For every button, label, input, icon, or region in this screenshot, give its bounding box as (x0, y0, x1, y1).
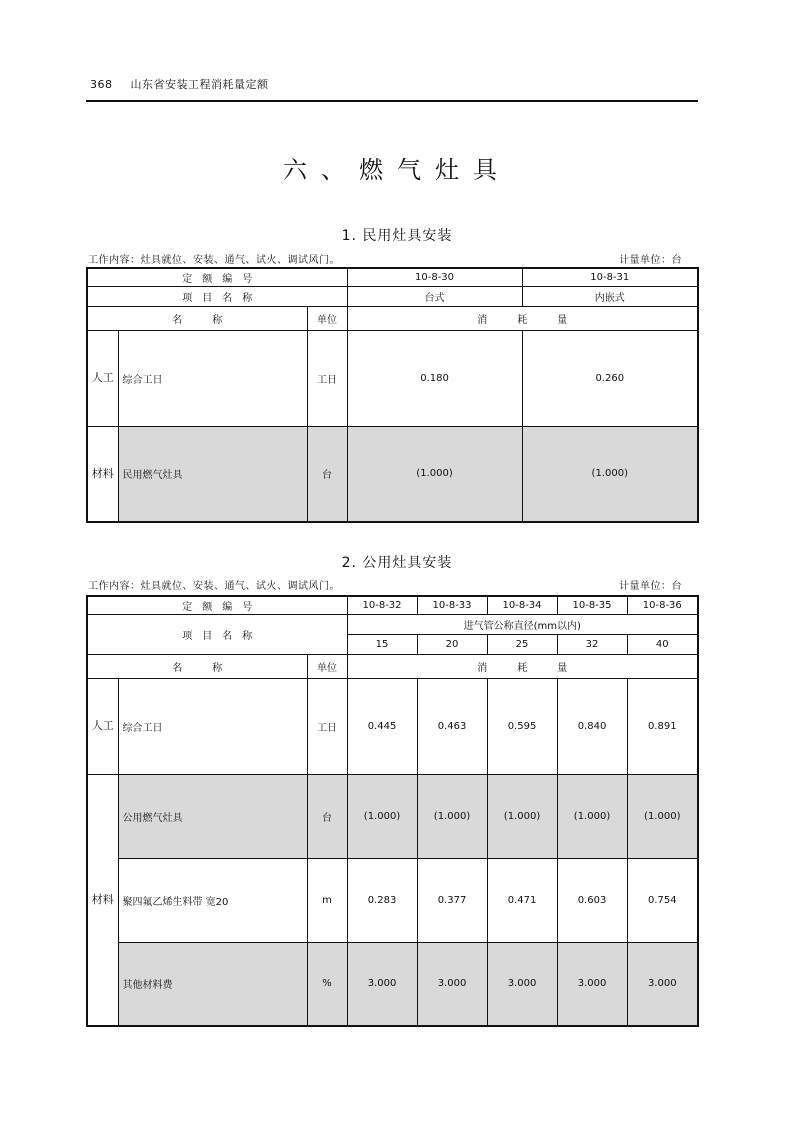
page-number: 368 (90, 78, 113, 91)
value-cell: 3.000 (557, 942, 627, 1026)
code-cell: 10-8-36 (627, 596, 698, 614)
value-cell: 0.471 (487, 858, 557, 942)
unit-label: 单位 (307, 654, 347, 678)
diameter-cell: 15 (347, 634, 417, 654)
value-cell: (1.000) (347, 774, 417, 858)
item-name: 公用燃气灶具 (118, 774, 307, 858)
item-name: 综合工日 (118, 678, 307, 774)
value-cell: 0.445 (347, 678, 417, 774)
value-cell: (1.000) (627, 774, 698, 858)
value-cell: 0.754 (627, 858, 698, 942)
value-cell: 3.000 (487, 942, 557, 1026)
value-cell: (1.000) (347, 426, 522, 522)
value-cell: 0.283 (347, 858, 417, 942)
code-cell: 10-8-33 (417, 596, 487, 614)
item-name: 综合工日 (118, 330, 307, 426)
quota-no-label: 定 额 编 号 (87, 268, 347, 286)
type-cell: 台式 (347, 286, 522, 306)
consumption-label: 消 耗 量 (347, 654, 698, 678)
item-name-label: 项 目 名 称 (87, 614, 347, 654)
item-name: 聚四氟乙烯生料带 宽20 (118, 858, 307, 942)
value-cell: 3.000 (347, 942, 417, 1026)
item-unit: m (307, 858, 347, 942)
value-cell: 0.891 (627, 678, 698, 774)
section2-unit: 计量单位：台 (619, 581, 682, 592)
item-unit: 工日 (307, 330, 347, 426)
unit-label: 单位 (307, 306, 347, 330)
code-cell: 10-8-35 (557, 596, 627, 614)
item-unit: % (307, 942, 347, 1026)
value-cell: 0.595 (487, 678, 557, 774)
running-header (90, 76, 283, 92)
value-cell: (1.000) (417, 774, 487, 858)
item-unit: 工日 (307, 678, 347, 774)
category-cell: 人工 (87, 330, 118, 426)
section2-title: 2. 公用灶具安装 (341, 555, 453, 571)
section2-table (86, 595, 699, 1027)
quota-no-label: 定 额 编 号 (87, 596, 347, 614)
value-cell: (1.000) (487, 774, 557, 858)
name-label: 名 称 (87, 306, 307, 330)
value-cell: 3.000 (627, 942, 698, 1026)
category-cell: 人工 (87, 678, 118, 774)
section1-table (86, 267, 699, 523)
item-name: 民用燃气灶具 (118, 426, 307, 522)
item-unit: 台 (307, 426, 347, 522)
diameter-cell: 25 (487, 634, 557, 654)
section2-work-content: 工作内容：灶具就位、安装、通气、试火、调试风门。 (88, 581, 340, 592)
value-cell: 0.603 (557, 858, 627, 942)
type-cell: 内嵌式 (522, 286, 698, 306)
item-name: 其他材料费 (118, 942, 307, 1026)
value-cell: 0.463 (417, 678, 487, 774)
category-cell: 材料 (87, 774, 118, 1026)
diameter-cell: 40 (627, 634, 698, 654)
diameter-cell: 32 (557, 634, 627, 654)
value-cell: 3.000 (417, 942, 487, 1026)
code-cell: 10-8-30 (347, 268, 522, 286)
value-cell: 0.180 (347, 330, 522, 426)
diameter-label: 进气管公称直径(mm以内) (347, 614, 698, 634)
section1-title: 1. 民用灶具安装 (341, 228, 453, 244)
value-cell: (1.000) (522, 426, 698, 522)
section1-unit: 计量单位：台 (619, 255, 682, 266)
code-cell: 10-8-34 (487, 596, 557, 614)
value-cell: 0.260 (522, 330, 698, 426)
value-cell: 0.840 (557, 678, 627, 774)
chapter-title: 六、燃气灶具 (283, 156, 511, 184)
value-cell: 0.377 (417, 858, 487, 942)
category-cell: 材料 (87, 426, 118, 522)
consumption-label: 消 耗 量 (347, 306, 698, 330)
item-name-label: 项 目 名 称 (87, 286, 347, 306)
section1-work-content: 工作内容：灶具就位、安装、通气、试火、调试风门。 (88, 255, 340, 266)
name-label: 名 称 (87, 654, 307, 678)
value-cell: (1.000) (557, 774, 627, 858)
diameter-cell: 20 (417, 634, 487, 654)
item-unit: 台 (307, 774, 347, 858)
book-title: 山东省安装工程消耗量定额 (130, 78, 269, 91)
code-cell: 10-8-32 (347, 596, 417, 614)
code-cell: 10-8-31 (522, 268, 698, 286)
header-rule (86, 100, 698, 102)
